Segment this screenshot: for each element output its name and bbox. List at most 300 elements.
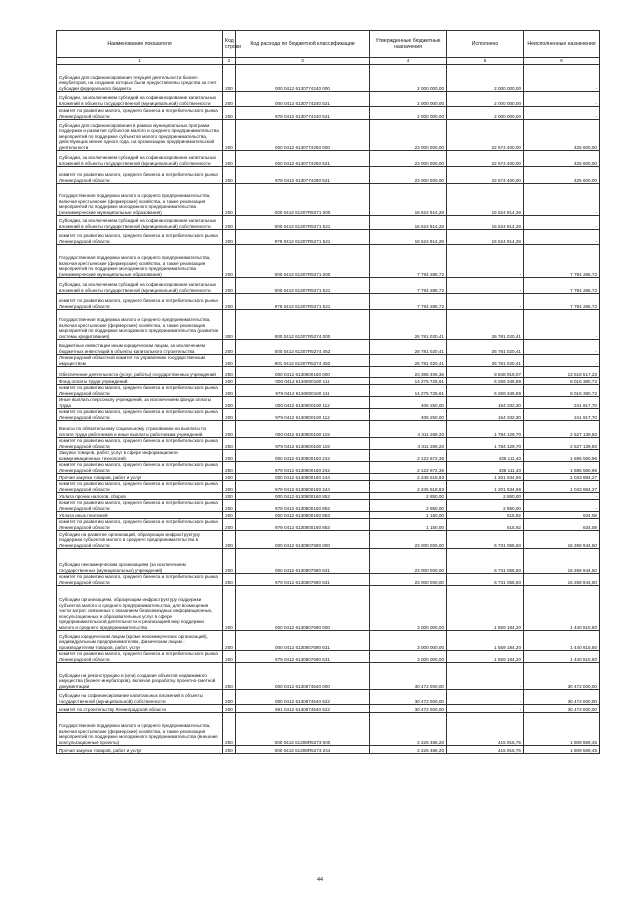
table-row — [57, 310, 600, 340]
row-approved: 2 850,00 — [370, 500, 447, 512]
table-row — [57, 120, 600, 151]
row-line-code: 200 — [223, 586, 236, 631]
table-row — [57, 409, 600, 421]
row-line-code: 200 — [223, 230, 236, 245]
row-line-code: 200 — [223, 500, 236, 512]
header-executed: Исполнено — [447, 31, 524, 58]
row-line-code: 200 — [223, 631, 236, 651]
table-row — [57, 167, 600, 184]
row-name: Субсидии на реконструкцию и (или) создание объектов недвижимого имущества (бизнес-инкубаторов), включая разработку проектно-сметной документации — [57, 663, 223, 690]
row-approved: 23 000 000,00 — [370, 549, 447, 574]
row-name: Субсидии некоммерческим организациям (за исключением государственных (муниципальных) учреждений) — [57, 549, 223, 574]
row-executed: - — [447, 294, 524, 310]
table-row — [57, 438, 600, 450]
table-row — [57, 531, 600, 549]
row-executed: 6 259 346,89 — [447, 385, 524, 397]
row-executed: 1 201 634,66 — [447, 481, 524, 493]
row-budget-code: 000 0412 6130800160 000 — [236, 367, 370, 378]
row-remaining: - — [524, 216, 600, 230]
row-name: комитет по развитию малого, среднего бизнеса и потребительского рынка Ленинградской области — [57, 438, 223, 450]
row-line-code: 200 — [223, 462, 236, 474]
header-budget-code: Код расхода по бюджетной классификации — [236, 31, 370, 58]
row-approved: 26 781 020,41 — [370, 355, 447, 367]
row-budget-code: 979 0412 61307R5271 521 — [236, 230, 370, 245]
row-remaining: 241 917,70 — [524, 409, 600, 421]
row-line-code: 200 — [223, 151, 236, 167]
row-name: Взносы по обязательному социальному страхованию на выплаты по оплате труда работников и иные выплаты работникам учреждений — [57, 421, 223, 438]
table-row — [57, 574, 600, 586]
row-budget-code: 979 0412 6130800160 853 — [236, 519, 370, 531]
row-remaining: 425 600,00 — [524, 151, 600, 167]
row-approved: 23 000 000,00 — [370, 574, 447, 586]
row-executed: 26 781 020,41 — [447, 340, 524, 355]
row-remaining: 30 472 000,00 — [524, 663, 600, 690]
row-remaining: 1 686 560,96 — [524, 462, 600, 474]
row-approved: 3 000 000,00 — [370, 586, 447, 631]
row-name: Обеспечение деятельности (услуг, работы) государственных учреждений — [57, 367, 223, 378]
budget-table-sheet — [56, 30, 599, 754]
row-budget-code: 979 0412 6130800160 112 — [236, 409, 370, 421]
row-approved: 7 794 285,72 — [370, 278, 447, 294]
row-approved: 30 472 000,00 — [370, 705, 447, 713]
row-approved: 2 225 486,20 — [370, 713, 447, 746]
row-budget-code: 961 0412 6130874540 522 — [236, 705, 370, 713]
row-executed: 16 524 914,28 — [447, 230, 524, 245]
row-name: Прочая закупка товаров, работ и услуг — [57, 746, 223, 754]
table-row — [57, 713, 600, 746]
row-budget-code: 000 0412 6130807680 000 — [236, 531, 370, 549]
row-budget-code: 979 0412 61307R5271 521 — [236, 294, 370, 310]
row-executed: 2 000 000,00 — [447, 92, 524, 107]
row-line-code: 200 — [223, 663, 236, 690]
row-name: комитет по развитию малого, среднего бизнеса и потребительского рынка Ленинградской области — [57, 574, 223, 586]
row-line-code: 200 — [223, 746, 236, 754]
row-budget-code: 979 0412 6130800160 111 — [236, 385, 370, 397]
table-row — [57, 245, 600, 278]
table-row — [57, 663, 600, 690]
row-remaining: - — [524, 500, 600, 512]
row-approved: 3 000 000,00 — [370, 651, 447, 663]
row-executed: 1 559 184,20 — [447, 631, 524, 651]
row-executed: 1 201 634,66 — [447, 474, 524, 481]
row-approved: 26 781 020,41 — [370, 310, 447, 340]
row-budget-code: 000 0412 6130800160 111 — [236, 378, 370, 385]
row-executed: 6 731 055,50 — [447, 574, 524, 586]
row-name: комитет по развитию малого, среднего бизнеса и потребительского рынка Ленинградской области — [57, 167, 223, 184]
row-line-code: 200 — [223, 355, 236, 367]
row-executed: - — [447, 705, 524, 713]
row-line-code: 200 — [223, 278, 236, 294]
table-row — [57, 462, 600, 474]
row-executed: 2 850,00 — [447, 493, 524, 500]
row-budget-code: 000 0412 6130774240 000 — [236, 65, 370, 92]
row-remaining: 13 516 517,23 — [524, 367, 600, 378]
row-executed: 164 332,30 — [447, 409, 524, 421]
row-line-code: 200 — [223, 92, 236, 107]
row-name: комитет по развитию малого, среднего бизнеса и потребительского рынка Ленинградской области — [57, 462, 223, 474]
row-remaining: 241 917,70 — [524, 397, 600, 409]
row-name: комитет по развитию малого, среднего бизнеса и потребительского рынка Ленинградской области — [57, 107, 223, 120]
row-remaining: 30 472 000,00 — [524, 690, 600, 705]
row-executed: 1 559 184,20 — [447, 651, 524, 663]
row-name: Государственная поддержка малого и среднего предпринимательства, включая крестьянские (фермерские) хозяйства, а также реализация мероприятий по поддержке молодежного предпринимательства (некоммерческие муниципальные образования) — [57, 184, 223, 216]
row-approved: 23 000 000,00 — [370, 531, 447, 549]
table-row — [57, 549, 600, 574]
row-approved: 23 000 000,00 — [370, 151, 447, 167]
row-line-code: 200 — [223, 294, 236, 310]
row-remaining: 425 600,00 — [524, 120, 600, 151]
row-remaining: 16 268 944,50 — [524, 574, 600, 586]
row-line-code: 200 — [223, 216, 236, 230]
row-remaining: - — [524, 92, 600, 107]
row-name: комитет по развитию малого, среднего бизнеса и потребительского рынка Ленинградской области — [57, 651, 223, 663]
row-line-code: 200 — [223, 574, 236, 586]
row-budget-code: 000 0412 61308R5273 000 — [236, 713, 370, 746]
row-remaining: 1 809 569,45 — [524, 746, 600, 754]
row-budget-code: 000 0412 6130874540 000 — [236, 663, 370, 690]
row-remaining: - — [524, 355, 600, 367]
table-row — [57, 651, 600, 663]
row-line-code: 200 — [223, 438, 236, 450]
row-name: Субсидии на развитие организаций, образующих инфраструктуру поддержки субъектов малого и среднего предпринимательства в Ленинградской области — [57, 531, 223, 549]
table-row — [57, 481, 600, 493]
column-index: 3 — [236, 58, 370, 65]
row-line-code: 300 — [223, 310, 236, 340]
table-row — [57, 294, 600, 310]
row-name: комитет по строительству Ленинградской области — [57, 705, 223, 713]
row-remaining: 7 794 285,72 — [524, 294, 600, 310]
row-name: Государственная поддержка малого и среднего предпринимательства, включая крестьянские (фермерские) хозяйства, а также реализация мероприятий по поддержке молодежного предпринимательства (развитие системы кредитования) — [57, 310, 223, 340]
row-executed: 26 781 020,41 — [447, 310, 524, 340]
column-index: 1 — [57, 58, 223, 65]
row-remaining: 2 527 139,50 — [524, 421, 600, 438]
row-budget-code: 979 0412 6130800160 242 — [236, 462, 370, 474]
row-approved: 2 122 672,36 — [370, 462, 447, 474]
row-executed: 2 000 000,00 — [447, 65, 524, 92]
row-name: Субсидии на софинансирование капитальных вложений в объекты государственной (муниципальной) собственности — [57, 690, 223, 705]
table-row — [57, 493, 600, 500]
row-remaining: 1 440 815,80 — [524, 586, 600, 631]
row-remaining: 30 472 000,00 — [524, 705, 600, 713]
row-budget-code: 000 0412 6130807690 000 — [236, 586, 370, 631]
row-approved: 30 472 000,00 — [370, 690, 447, 705]
row-executed: - — [447, 278, 524, 294]
row-line-code: 200 — [223, 450, 236, 462]
header-line-code: Код строки — [223, 31, 236, 58]
row-executed: 515,92 — [447, 519, 524, 531]
table-row — [57, 65, 600, 92]
table-row — [57, 746, 600, 754]
table-row — [57, 378, 600, 385]
row-budget-code: 000 0412 6130800160 119 — [236, 421, 370, 438]
row-name: Закупка товаров, работ, услуг в сфере информационно-коммуникационных технологий — [57, 450, 223, 462]
row-approved: 1 150,00 — [370, 512, 447, 519]
row-budget-code: 979 0412 6130800160 244 — [236, 481, 370, 493]
row-name: Государственная поддержка малого и среднего предпринимательства, включая крестьянские (фермерские) хозяйства, а также реализация мероприятий по поддержке молодежного предпринимательства (некоммерческие муниципальные образования) — [57, 245, 223, 278]
row-name: Иные выплаты персоналу учреждений, за исключением фонда оплаты труда — [57, 397, 223, 409]
row-remaining: 16 268 944,50 — [524, 549, 600, 574]
row-approved: 23 000 000,00 — [370, 120, 447, 151]
row-line-code: 200 — [223, 340, 236, 355]
row-name: Субсидии для софинансирования текущей деятельности бизнес-инкубаторов, на создание которых были предоставлены средства за счет субсидии федерального бюджета — [57, 65, 223, 92]
row-remaining: - — [524, 310, 600, 340]
row-line-code: 200 — [223, 378, 236, 385]
row-name: Ленинградский областной комитет по управлению государственным имуществом — [57, 355, 223, 367]
row-budget-code: 000 0412 6130774240 521 — [236, 92, 370, 107]
row-approved: 30 472 000,00 — [370, 663, 447, 690]
header-approved: Утвержденные бюджетные назначения — [370, 31, 447, 58]
row-budget-code: 000 0412 6130774260 000 — [236, 120, 370, 151]
row-executed: - — [447, 690, 524, 705]
row-budget-code: 000 0412 6130807680 631 — [236, 549, 370, 574]
table-body — [57, 65, 600, 754]
row-budget-code: 000 0412 6130807690 631 — [236, 631, 370, 651]
row-budget-code: 979 0412 6130807690 631 — [236, 651, 370, 663]
row-executed: 26 781 020,41 — [447, 355, 524, 367]
row-budget-code: 000 0412 61307R5271 000 — [236, 245, 370, 278]
row-line-code: 200 — [223, 474, 236, 481]
row-remaining: 425 600,00 — [524, 167, 600, 184]
row-budget-code: 000 0412 6130800160 853 — [236, 512, 370, 519]
row-approved: 16 524 914,28 — [370, 230, 447, 245]
column-index: 4 — [370, 58, 447, 65]
row-name: Уплата прочих налогов, сборов — [57, 493, 223, 500]
row-name: Субсидии, за исключением субсидий на софинансирование капитальных вложений в объекты государственной (муниципальной) собственности — [57, 216, 223, 230]
row-approved: 7 794 285,72 — [370, 245, 447, 278]
row-approved: 2 000 000,00 — [370, 92, 447, 107]
header-remaining: Неисполненные назначения — [524, 31, 600, 58]
row-name: Государственная поддержка малого и среднего предпринимательства, включая крестьянские (фермерские) хозяйства, а также реализация мероприятий по поддержке молодежного предпринимательства (внешние консультационные проекты) — [57, 713, 223, 746]
row-executed: - — [447, 663, 524, 690]
row-name: Субсидии, за исключением субсидий на софинансирование капитальных вложений в объекты государственной (муниципальной) собственности — [57, 151, 223, 167]
row-approved: 4 311 269,20 — [370, 438, 447, 450]
column-index-row — [57, 58, 600, 65]
row-approved: 2 225 486,20 — [370, 746, 447, 754]
row-name: комитет по развитию малого, среднего бизнеса и потребительского рынка Ленинградской области — [57, 500, 223, 512]
row-line-code: 200 — [223, 107, 236, 120]
row-name: Уплата иных платежей — [57, 512, 223, 519]
row-budget-code: 000 0412 6130800160 244 — [236, 474, 370, 481]
row-line-code: 200 — [223, 367, 236, 378]
budget-execution-table — [56, 30, 600, 754]
table-row — [57, 151, 600, 167]
row-approved: 16 524 914,28 — [370, 216, 447, 230]
row-approved: 23 000 000,00 — [370, 167, 447, 184]
row-remaining: - — [524, 107, 600, 120]
table-row — [57, 690, 600, 705]
row-executed: 436 111,40 — [447, 462, 524, 474]
row-approved: 16 524 914,28 — [370, 184, 447, 216]
row-remaining: 1 809 569,45 — [524, 713, 600, 746]
row-executed: 16 524 914,28 — [447, 184, 524, 216]
row-line-code: 200 — [223, 481, 236, 493]
row-approved: 26 781 020,41 — [370, 340, 447, 355]
row-budget-code: 979 0412 6130807680 631 — [236, 574, 370, 586]
row-approved: 406 250,00 — [370, 397, 447, 409]
table-row — [57, 107, 600, 120]
row-executed: 1 784 129,70 — [447, 438, 524, 450]
row-approved: 406 250,00 — [370, 409, 447, 421]
row-remaining: - — [524, 65, 600, 92]
table-row — [57, 500, 600, 512]
row-approved: 14 275 725,61 — [370, 385, 447, 397]
row-executed: 6 731 055,50 — [447, 549, 524, 574]
row-line-code: 200 — [223, 409, 236, 421]
row-budget-code: 979 0412 6130774240 521 — [236, 107, 370, 120]
row-budget-code: 000 0412 6130774260 521 — [236, 151, 370, 167]
row-remaining: 8 016 380,72 — [524, 378, 600, 385]
row-remaining: 7 794 285,72 — [524, 245, 600, 278]
row-remaining: 2 527 139,50 — [524, 438, 600, 450]
row-budget-code: 000 0412 61307R5274 000 — [236, 310, 370, 340]
column-index: 2 — [223, 58, 236, 65]
table-row — [57, 385, 600, 397]
column-index: 5 — [447, 58, 524, 65]
row-budget-code: 979 0412 6130800160 852 — [236, 500, 370, 512]
row-line-code: 200 — [223, 493, 236, 500]
row-name: Субсидии для софинансирования в рамках муниципальных программ поддержки и развития субъектов малого и среднего предпринимательства мероприятий по поддержке субъектов малого предпринимательства, действующих менее одного года, на организацию предпринимательской деятельности — [57, 120, 223, 151]
row-name: Субсидии организациям, образующим инфраструктуру поддержки субъектов малого и среднего предпринимательства, для возмещения части затрат, связанных с оказанием безвозмездных информационных, консультационных и образовательных услуг в сфере предпринимательской деятельности и реализацией мер поддержки малого и среднего предпринимательства — [57, 586, 223, 631]
row-executed: 1 559 184,20 — [447, 586, 524, 631]
row-budget-code: 000 0412 6130800160 852 — [236, 493, 370, 500]
row-name: комитет по развитию малого, среднего бизнеса и потребительского рынка Ленинградской области — [57, 385, 223, 397]
row-budget-code: 979 0412 6130774260 521 — [236, 167, 370, 184]
table-row — [57, 367, 600, 378]
row-remaining: 1 440 815,80 — [524, 651, 600, 663]
row-name: Фонд оплаты труда учреждений — [57, 378, 223, 385]
row-budget-code: 979 0412 6130800160 119 — [236, 438, 370, 450]
row-executed: 436 111,40 — [447, 450, 524, 462]
row-line-code: 200 — [223, 421, 236, 438]
row-line-code: 200 — [223, 385, 236, 397]
row-remaining: - — [524, 493, 600, 500]
row-approved: 4 311 269,20 — [370, 421, 447, 438]
row-name: Прочая закупка товаров, работ и услуг — [57, 474, 223, 481]
table-row — [57, 512, 600, 519]
table-row — [57, 278, 600, 294]
row-approved: 2 122 672,36 — [370, 450, 447, 462]
row-budget-code: 801 0412 61307R5274 452 — [236, 355, 370, 367]
row-remaining: - — [524, 340, 600, 355]
row-budget-code: 000 0412 61307R5274 452 — [236, 340, 370, 355]
row-name: Субсидии, за исключением субсидий на софинансирование капитальных вложений в объекты государственной (муниципальной) собственности — [57, 278, 223, 294]
row-name: комитет по развитию малого, среднего бизнеса и потребительского рынка Ленинградской области — [57, 294, 223, 310]
row-remaining: - — [524, 230, 600, 245]
table-row — [57, 397, 600, 409]
row-line-code: 200 — [223, 549, 236, 574]
row-name: Субсидии юридическим лицам (кроме некоммерческих организаций), индивидуальным предпринимателям, физическим лицам - производителям товаров, работ, услуг — [57, 631, 223, 651]
row-budget-code: 000 0412 61308R5273 244 — [236, 746, 370, 754]
row-approved: 2 000 000,00 — [370, 65, 447, 92]
header-row — [57, 31, 600, 58]
row-executed: 1 784 129,70 — [447, 421, 524, 438]
row-line-code: 200 — [223, 690, 236, 705]
row-line-code: 200 — [223, 651, 236, 663]
row-remaining: 634,08 — [524, 519, 600, 531]
table-row — [57, 92, 600, 107]
row-approved: 2 000 000,00 — [370, 107, 447, 120]
table-row — [57, 355, 600, 367]
row-remaining: - — [524, 184, 600, 216]
row-name: комитет по развитию малого, среднего бизнеса и потребительского рынка Ленинградской области — [57, 519, 223, 531]
row-executed: 16 524 914,28 — [447, 216, 524, 230]
row-name: Субсидии, за исключением субсидий на софинансирование капитальных вложений в объекты государственной (муниципальной) собственности — [57, 92, 223, 107]
row-remaining: 16 268 944,50 — [524, 531, 600, 549]
row-budget-code: 000 0412 6130874540 522 — [236, 690, 370, 705]
row-executed: 515,92 — [447, 512, 524, 519]
row-line-code: 200 — [223, 512, 236, 519]
row-name: комитет по развитию малого, среднего бизнеса и потребительского рынка Ленинградской области — [57, 409, 223, 421]
row-executed: 415 916,75 — [447, 746, 524, 754]
row-executed: 22 574 400,00 — [447, 151, 524, 167]
table-row — [57, 340, 600, 355]
header-name: Наименование показателя — [57, 31, 223, 58]
row-budget-code: 000 0412 61307R5271 521 — [236, 278, 370, 294]
row-approved: 23 365 406,36 — [370, 367, 447, 378]
table-row — [57, 184, 600, 216]
row-executed: 22 574 400,00 — [447, 120, 524, 151]
row-budget-code: 000 0412 6130800160 242 — [236, 450, 370, 462]
row-line-code: 200 — [223, 705, 236, 713]
row-executed: 6 731 055,50 — [447, 531, 524, 549]
row-line-code: 200 — [223, 167, 236, 184]
table-row — [57, 216, 600, 230]
row-remaining: 8 016 380,72 — [524, 385, 600, 397]
table-row — [57, 474, 600, 481]
row-approved: 2 850,00 — [370, 493, 447, 500]
table-row — [57, 631, 600, 651]
row-approved: 7 794 285,72 — [370, 294, 447, 310]
row-remaining: 7 794 285,72 — [524, 278, 600, 294]
table-row — [57, 705, 600, 713]
table-row — [57, 586, 600, 631]
column-index: 6 — [524, 58, 600, 65]
row-executed: 164 332,30 — [447, 397, 524, 409]
row-budget-code: 000 0412 6130800160 112 — [236, 397, 370, 409]
row-executed: 415 916,75 — [447, 713, 524, 746]
row-executed: 9 848 919,07 — [447, 367, 524, 378]
row-line-code: 200 — [223, 531, 236, 549]
table-row — [57, 519, 600, 531]
row-executed: 6 259 346,89 — [447, 378, 524, 385]
table-row — [57, 230, 600, 245]
row-line-code: 200 — [223, 120, 236, 151]
row-name: комитет по развитию малого, среднего бизнеса и потребительского рынка Ленинградской области — [57, 481, 223, 493]
row-approved: 2 245 518,93 — [370, 474, 447, 481]
row-budget-code: 000 0412 61307R5271 000 — [236, 184, 370, 216]
row-line-code: 200 — [223, 397, 236, 409]
row-line-code: 200 — [223, 184, 236, 216]
row-remaining: 1 440 815,80 — [524, 631, 600, 651]
row-name: комитет по развитию малого, среднего бизнеса и потребительского рынка Ленинградской области — [57, 230, 223, 245]
row-remaining: 1 043 884,27 — [524, 481, 600, 493]
row-approved: 14 275 725,61 — [370, 378, 447, 385]
row-approved: 3 000 000,00 — [370, 631, 447, 651]
row-line-code: 200 — [223, 519, 236, 531]
row-remaining: 1 686 560,96 — [524, 450, 600, 462]
row-executed: 2 850,00 — [447, 500, 524, 512]
row-remaining: 634,08 — [524, 512, 600, 519]
row-remaining: 1 043 884,27 — [524, 474, 600, 481]
table-row — [57, 450, 600, 462]
page-number: 44 — [316, 877, 324, 883]
row-executed: 22 574 400,00 — [447, 167, 524, 184]
row-budget-code: 000 0412 61307R5271 521 — [236, 216, 370, 230]
table-row — [57, 421, 600, 438]
row-line-code: 200 — [223, 245, 236, 278]
row-line-code: 200 — [223, 713, 236, 746]
row-executed: - — [447, 245, 524, 278]
